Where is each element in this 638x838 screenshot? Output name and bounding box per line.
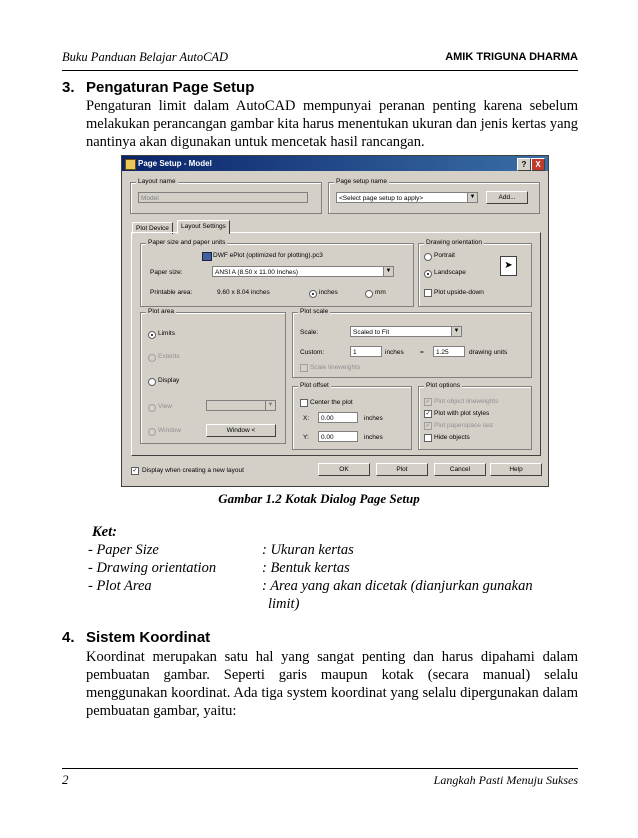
ket-row bbox=[88, 542, 354, 559]
hide-objects-label: Hide objects bbox=[434, 434, 470, 441]
inches-label: inches bbox=[319, 289, 338, 296]
header-book-title: Buku Panduan Belajar AutoCAD bbox=[62, 50, 229, 64]
view-label: View bbox=[158, 403, 172, 410]
section-4-paragraph: Koordinat merupakan satu hal yang sangat penting dan harus dipahami dalam pembuatan gambar. Seperti garis maupun kotak (secara manual) selalu menggunakan koordinat. Ada tiga system koordinat yang selalu dipergunakan dalam pembuatan gambar, yaitu: bbox=[86, 649, 578, 719]
plot-lineweights-checkbox[interactable]: ✓ bbox=[425, 399, 431, 405]
ket-title: Ket: bbox=[92, 524, 117, 540]
section-3-number: 3. bbox=[62, 79, 75, 96]
ket-definition: : Area yang akan dicetak (dianjurkan gunakan bbox=[262, 578, 533, 594]
chevron-down-icon[interactable]: ▼ bbox=[265, 401, 275, 410]
custom-plotted-input[interactable]: 1 bbox=[350, 346, 382, 357]
figure-caption: Gambar 1.2 Kotak Dialog Page Setup bbox=[218, 491, 420, 506]
ket-term: - Drawing orientation bbox=[88, 560, 217, 576]
landscape-preview-icon: ➤ bbox=[500, 256, 517, 276]
section-3-heading bbox=[62, 79, 254, 96]
view-select[interactable] bbox=[206, 400, 276, 411]
chevron-down-icon[interactable]: ▼ bbox=[451, 327, 461, 336]
mm-radio[interactable] bbox=[365, 290, 373, 298]
plot-scale-label: Plot scale bbox=[300, 308, 329, 315]
paperspace-last-label: Plot paperspace last bbox=[434, 422, 493, 429]
inches-radio[interactable] bbox=[309, 290, 317, 298]
autocad-icon bbox=[125, 159, 136, 170]
page-setup-name-label: Page setup name bbox=[336, 178, 387, 185]
printer-icon bbox=[202, 252, 212, 261]
ket-row bbox=[88, 560, 350, 577]
custom-label: Custom: bbox=[300, 349, 325, 356]
ket-definition: : Bentuk kertas bbox=[262, 560, 350, 576]
section-4-number: 4. bbox=[62, 629, 75, 646]
center-plot-checkbox[interactable] bbox=[300, 399, 308, 407]
tab-layout-settings[interactable]: Layout Settings bbox=[177, 220, 230, 234]
landscape-radio[interactable] bbox=[424, 270, 432, 278]
cancel-button[interactable]: Cancel bbox=[434, 463, 486, 476]
extents-label: Extents bbox=[158, 353, 180, 360]
section-3-title: Pengaturan Page Setup bbox=[86, 79, 255, 96]
x-offset-input[interactable]: 0.00 bbox=[318, 412, 358, 423]
chevron-down-icon[interactable]: ▼ bbox=[467, 193, 477, 202]
limits-radio[interactable] bbox=[148, 331, 156, 339]
ok-button[interactable]: OK bbox=[318, 463, 370, 476]
custom-unit-inches: inches bbox=[385, 349, 404, 356]
close-icon[interactable]: X bbox=[531, 158, 545, 171]
ket-definition: : Ukuran kertas bbox=[262, 542, 354, 558]
help-title-button[interactable]: ? bbox=[517, 158, 531, 171]
chevron-down-icon[interactable]: ▼ bbox=[383, 267, 393, 276]
section-3-paragraph: Pengaturan limit dalam AutoCAD mempunyai peranan penting karena sebelum melakukan perancangan gambar kita harus menentukan ukuran dan jenis kertas yang nantinya akan digunakan untuk mencetak hasil rancangan. bbox=[86, 98, 579, 150]
section-4-title: Sistem Koordinat bbox=[86, 629, 211, 646]
page-setup-name-value: <Select page setup to apply> bbox=[339, 195, 424, 202]
ket-term: - Plot Area bbox=[88, 578, 152, 594]
limits-label: Limits bbox=[158, 330, 175, 337]
paperspace-last-checkbox[interactable]: ✓ bbox=[425, 423, 431, 429]
printable-area-value: 9.60 x 8.04 inches bbox=[217, 289, 270, 296]
display-radio[interactable] bbox=[148, 378, 156, 386]
scale-lineweights-label: Scale lineweights bbox=[310, 364, 361, 371]
y-offset-input[interactable]: 0.00 bbox=[318, 431, 358, 442]
tab-plot-device[interactable]: Plot Device bbox=[132, 222, 173, 234]
dialog-titlebar bbox=[122, 156, 548, 171]
plot-styles-label: Plot with plot styles bbox=[434, 410, 490, 417]
hide-objects-checkbox[interactable] bbox=[424, 434, 432, 442]
header-divider bbox=[62, 70, 578, 71]
display-label: Display bbox=[158, 377, 180, 384]
ket-row bbox=[88, 578, 533, 595]
window-label: Window bbox=[158, 427, 182, 434]
paper-size-label: Paper size: bbox=[150, 269, 183, 276]
mm-label: mm bbox=[375, 289, 386, 296]
paper-size-group-label: Paper size and paper units bbox=[148, 239, 226, 246]
drawing-orientation-label: Drawing orientation bbox=[426, 239, 483, 246]
footer-divider bbox=[62, 768, 578, 769]
dialog-title: Page Setup - Model bbox=[138, 159, 212, 168]
scale-label: Scale: bbox=[300, 329, 319, 336]
display-new-layout-checkbox[interactable]: ✓ bbox=[132, 468, 138, 474]
ket-definition-continuation: limit) bbox=[268, 596, 300, 612]
ket-term: - Paper Size bbox=[88, 542, 159, 558]
scale-select[interactable] bbox=[350, 326, 462, 337]
equals-sign: = bbox=[420, 349, 424, 356]
add-button[interactable]: Add... bbox=[486, 191, 528, 204]
plot-area-label: Plot area bbox=[148, 308, 175, 315]
page-setup-dialog bbox=[121, 155, 549, 487]
layout-name-label: Layout name bbox=[138, 178, 176, 185]
upside-down-checkbox[interactable] bbox=[424, 289, 432, 297]
scale-value: Scaled to Fit bbox=[353, 329, 390, 336]
plot-button[interactable]: Plot bbox=[376, 463, 428, 476]
landscape-label: Landscape bbox=[434, 269, 466, 276]
y-offset-label: Y: bbox=[303, 434, 309, 441]
plotter-name: DWF ePlot (optimized for plotting).pc3 bbox=[213, 252, 323, 259]
page-setup-name-select[interactable] bbox=[336, 192, 478, 203]
x-offset-label: X: bbox=[303, 415, 310, 422]
x-offset-unit: inches bbox=[364, 415, 383, 422]
plot-styles-checkbox[interactable]: ✓ bbox=[425, 411, 431, 417]
scale-lineweights-checkbox[interactable] bbox=[300, 364, 308, 372]
page-number: 2 bbox=[62, 772, 69, 787]
plot-options-label: Plot options bbox=[426, 382, 460, 389]
y-offset-unit: inches bbox=[364, 434, 383, 441]
printable-area-label: Printable area: bbox=[150, 289, 193, 296]
window-button[interactable]: Window < bbox=[206, 424, 276, 437]
plot-offset-label: Plot offset bbox=[300, 382, 329, 389]
extents-radio[interactable] bbox=[148, 354, 156, 362]
footer-motto: Langkah Pasti Menuju Sukses bbox=[433, 773, 578, 787]
paper-size-value: ANSI A (8.50 x 11.00 Inches) bbox=[215, 269, 298, 276]
view-radio[interactable] bbox=[148, 404, 156, 412]
layout-name-field[interactable]: Model bbox=[138, 192, 308, 203]
window-radio[interactable] bbox=[148, 428, 156, 436]
custom-drawing-units-input[interactable]: 1.25 bbox=[433, 346, 465, 357]
plot-lineweights-label: Plot object lineweights bbox=[434, 398, 499, 405]
upside-down-label: Plot upside-down bbox=[434, 289, 484, 296]
help-button[interactable]: Help bbox=[490, 463, 542, 476]
header-institution: AMIK TRIGUNA DHARMA bbox=[445, 51, 578, 63]
portrait-label: Portrait bbox=[434, 252, 455, 259]
display-new-layout-label: Display when creating a new layout bbox=[142, 467, 244, 474]
section-4-heading bbox=[62, 629, 210, 646]
center-plot-label: Center the plot bbox=[310, 399, 353, 406]
portrait-radio[interactable] bbox=[424, 253, 432, 261]
drawing-units-label: drawing units bbox=[469, 349, 508, 356]
paper-size-select[interactable] bbox=[212, 266, 394, 277]
